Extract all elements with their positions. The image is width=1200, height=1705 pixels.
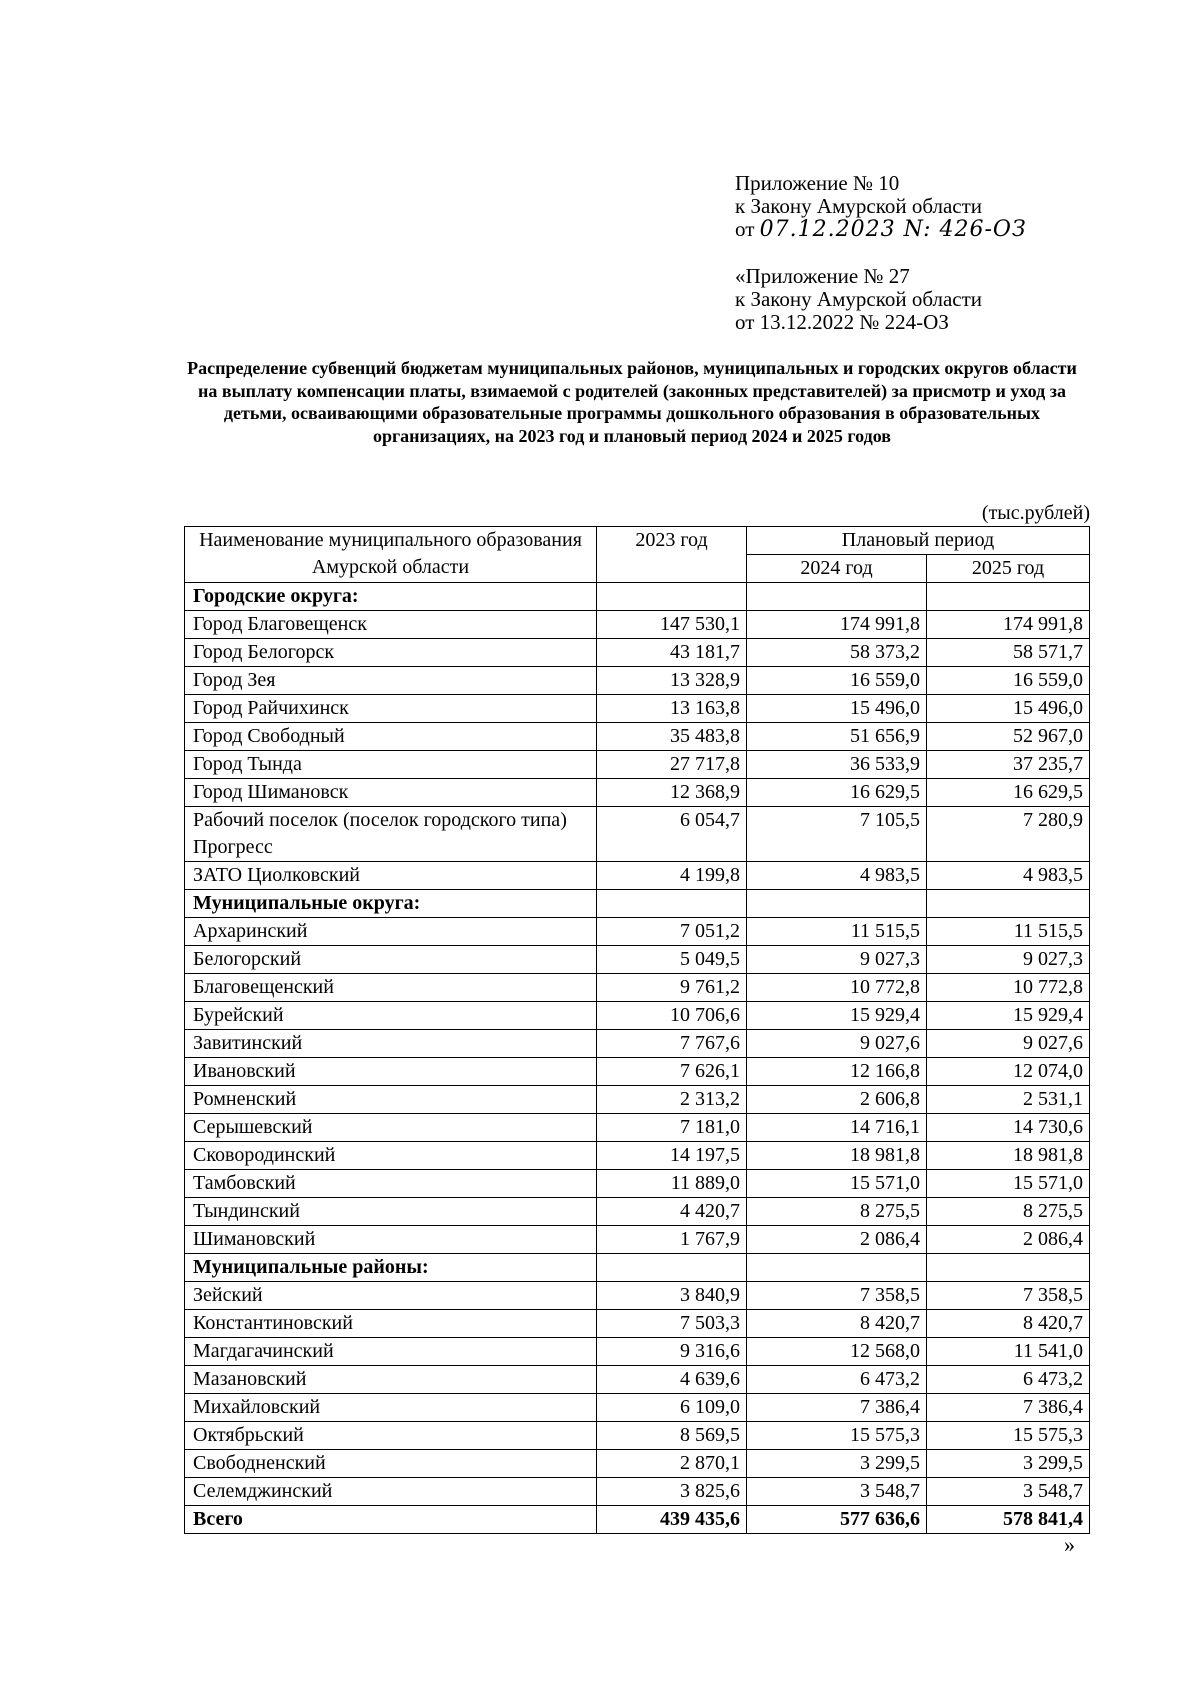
table-row	[185, 1030, 1090, 1058]
value-2024: 2 086,4	[747, 1226, 927, 1254]
value-2025: 37 235,7	[927, 751, 1090, 779]
table-row	[185, 1338, 1090, 1366]
value-2023: 27 717,8	[597, 751, 747, 779]
value-2025: 12 074,0	[927, 1058, 1090, 1086]
value-2023: 35 483,8	[597, 723, 747, 751]
value-2024: 7 105,5	[747, 807, 927, 862]
value-2025: 16 559,0	[927, 667, 1090, 695]
value-2025: 9 027,3	[927, 946, 1090, 974]
total-row	[185, 1506, 1090, 1534]
document-title: Распределение субвенций бюджетам муниципальных районов, муниципальных и городских округов области на выплату компенсации платы, взимаемой с родителей (законных представителей) за присмотр и уход за детьми, осваивающими образовательные программы дошкольного образования в образовательных организациях, на 2023 год и плановый период 2024 и 2025 годов	[187, 358, 1077, 446]
value-2024: 8 420,7	[747, 1310, 927, 1338]
table-row	[185, 1226, 1090, 1254]
value-2025: 15 571,0	[927, 1170, 1090, 1198]
municipality-name: Рабочий поселок (поселок городского типа) Прогресс	[185, 807, 597, 862]
value-2024: 7 358,5	[747, 1282, 927, 1310]
value-2024: 6 473,2	[747, 1366, 927, 1394]
value-2025: 4 983,5	[927, 862, 1090, 890]
quoted-appendix-header	[735, 265, 982, 334]
value-2025: 8 275,5	[927, 1198, 1090, 1226]
table-row	[185, 1450, 1090, 1478]
value-2024: 14 716,1	[747, 1114, 927, 1142]
value-2025: 9 027,6	[927, 1030, 1090, 1058]
table-row	[185, 1422, 1090, 1450]
section-row	[185, 890, 1090, 918]
value-2024: 15 496,0	[747, 695, 927, 723]
municipality-name: Селемджинский	[185, 1478, 597, 1506]
municipality-name: Город Белогорск	[185, 639, 597, 667]
table-row	[185, 1478, 1090, 1506]
value-2025: 6 473,2	[927, 1366, 1090, 1394]
value-2025: 10 772,8	[927, 974, 1090, 1002]
value-2023: 13 163,8	[597, 695, 747, 723]
municipality-name: ЗАТО Циолковский	[185, 862, 597, 890]
value-2024: 15 571,0	[747, 1170, 927, 1198]
municipality-name: Архаринский	[185, 918, 597, 946]
header-plan-period: Плановый период	[747, 527, 1090, 555]
value-2023: 3 825,6	[597, 1478, 747, 1506]
table-row	[185, 918, 1090, 946]
section-title: Муниципальные округа:	[185, 890, 597, 918]
value-2023: 2 313,2	[597, 1086, 747, 1114]
units-label: (тыс.рублей)	[981, 502, 1090, 524]
table-row	[185, 946, 1090, 974]
municipality-name: Ивановский	[185, 1058, 597, 1086]
value-2024: 12 166,8	[747, 1058, 927, 1086]
empty-cell	[747, 583, 927, 611]
value-2024: 11 515,5	[747, 918, 927, 946]
value-2023: 4 199,8	[597, 862, 747, 890]
value-2023: 7 767,6	[597, 1030, 747, 1058]
appendix-number: Приложение № 10	[735, 171, 900, 195]
value-2025: 16 629,5	[927, 779, 1090, 807]
municipality-name: Сковородинский	[185, 1142, 597, 1170]
municipality-name: Константиновский	[185, 1310, 597, 1338]
value-2023: 147 530,1	[597, 611, 747, 639]
municipality-name: Город Свободный	[185, 723, 597, 751]
value-2024: 2 606,8	[747, 1086, 927, 1114]
section-row	[185, 1254, 1090, 1282]
value-2023: 7 181,0	[597, 1114, 747, 1142]
value-2023: 13 328,9	[597, 667, 747, 695]
municipality-name: Бурейский	[185, 1002, 597, 1030]
empty-cell	[597, 583, 747, 611]
value-2023: 5 049,5	[597, 946, 747, 974]
handwritten-date-number: 07.12.2023 N: 426-ОЗ	[759, 217, 1027, 242]
municipality-name: Город Зея	[185, 667, 597, 695]
empty-cell	[927, 890, 1090, 918]
section-row	[185, 583, 1090, 611]
value-2024: 51 656,9	[747, 723, 927, 751]
value-2025: 2 086,4	[927, 1226, 1090, 1254]
value-2023: 7 051,2	[597, 918, 747, 946]
municipality-name: Город Благовещенск	[185, 611, 597, 639]
appendix-header	[735, 172, 1027, 241]
value-2025: 7 386,4	[927, 1394, 1090, 1422]
municipality-name: Благовещенский	[185, 974, 597, 1002]
value-2023: 9 316,6	[597, 1338, 747, 1366]
municipality-name: Михайловский	[185, 1394, 597, 1422]
value-2024: 4 983,5	[747, 862, 927, 890]
value-2023: 6 054,7	[597, 807, 747, 862]
municipality-name: Зейский	[185, 1282, 597, 1310]
value-2023: 6 109,0	[597, 1394, 747, 1422]
empty-cell	[747, 890, 927, 918]
closing-quote: »	[1064, 1532, 1075, 1557]
value-2023: 3 840,9	[597, 1282, 747, 1310]
table-row	[185, 1142, 1090, 1170]
value-2024: 16 559,0	[747, 667, 927, 695]
value-2023: 12 368,9	[597, 779, 747, 807]
empty-cell	[747, 1254, 927, 1282]
table-row	[185, 1170, 1090, 1198]
empty-cell	[597, 890, 747, 918]
value-2025: 18 981,8	[927, 1142, 1090, 1170]
subsidy-table	[184, 526, 1090, 1534]
value-2024: 36 533,9	[747, 751, 927, 779]
total-2025: 578 841,4	[927, 1506, 1090, 1534]
value-2024: 9 027,3	[747, 946, 927, 974]
value-2025: 11 515,5	[927, 918, 1090, 946]
municipality-name: Белогорский	[185, 946, 597, 974]
table-row	[185, 1086, 1090, 1114]
value-2024: 15 575,3	[747, 1422, 927, 1450]
total-2024: 577 636,6	[747, 1506, 927, 1534]
header-2023: 2023 год	[597, 527, 747, 583]
table-row	[185, 1002, 1090, 1030]
table-body	[185, 583, 1090, 1534]
value-2024: 3 299,5	[747, 1450, 927, 1478]
municipality-name: Мазановский	[185, 1366, 597, 1394]
value-2024: 8 275,5	[747, 1198, 927, 1226]
value-2025: 7 358,5	[927, 1282, 1090, 1310]
header-municipality: Наименование муниципального образования Амурской области	[185, 527, 597, 583]
section-title: Городские округа:	[185, 583, 597, 611]
value-2023: 2 870,1	[597, 1450, 747, 1478]
table-row	[185, 611, 1090, 639]
municipality-name: Серышевский	[185, 1114, 597, 1142]
value-2023: 14 197,5	[597, 1142, 747, 1170]
quoted-appendix-law: к Закону Амурской области	[735, 287, 983, 311]
quoted-appendix-date: от 13.12.2022 № 224-ОЗ	[735, 310, 949, 334]
empty-cell	[597, 1254, 747, 1282]
value-2023: 7 626,1	[597, 1058, 747, 1086]
appendix-date	[735, 218, 1027, 241]
table-row	[185, 667, 1090, 695]
municipality-name: Город Райчихинск	[185, 695, 597, 723]
value-2025: 15 929,4	[927, 1002, 1090, 1030]
value-2023: 4 639,6	[597, 1366, 747, 1394]
municipality-name: Тындинский	[185, 1198, 597, 1226]
municipality-name: Магдагачинский	[185, 1338, 597, 1366]
appendix-date-prefix: от	[735, 217, 755, 241]
municipality-name: Ромненский	[185, 1086, 597, 1114]
table-row	[185, 1114, 1090, 1142]
table-row	[185, 751, 1090, 779]
value-2024: 58 373,2	[747, 639, 927, 667]
empty-cell	[927, 583, 1090, 611]
value-2025: 3 299,5	[927, 1450, 1090, 1478]
municipality-name: Тамбовский	[185, 1170, 597, 1198]
value-2023: 10 706,6	[597, 1002, 747, 1030]
value-2023: 1 767,9	[597, 1226, 747, 1254]
table-row	[185, 974, 1090, 1002]
value-2023: 8 569,5	[597, 1422, 747, 1450]
value-2024: 16 629,5	[747, 779, 927, 807]
value-2025: 3 548,7	[927, 1478, 1090, 1506]
section-title: Муниципальные районы:	[185, 1254, 597, 1282]
appendix-law: к Закону Амурской области	[735, 194, 983, 218]
total-2023: 439 435,6	[597, 1506, 747, 1534]
value-2025: 52 967,0	[927, 723, 1090, 751]
value-2023: 7 503,3	[597, 1310, 747, 1338]
municipality-name: Город Тында	[185, 751, 597, 779]
empty-cell	[927, 1254, 1090, 1282]
municipality-name: Свободненский	[185, 1450, 597, 1478]
value-2023: 11 889,0	[597, 1170, 747, 1198]
value-2025: 2 531,1	[927, 1086, 1090, 1114]
value-2024: 12 568,0	[747, 1338, 927, 1366]
value-2024: 18 981,8	[747, 1142, 927, 1170]
municipality-name: Шимановский	[185, 1226, 597, 1254]
municipality-name: Город Шимановск	[185, 779, 597, 807]
quoted-appendix-number: «Приложение № 27	[735, 264, 910, 288]
value-2024: 10 772,8	[747, 974, 927, 1002]
value-2025: 14 730,6	[927, 1114, 1090, 1142]
value-2025: 174 991,8	[927, 611, 1090, 639]
header-2024: 2024 год	[747, 555, 927, 583]
total-label: Всего	[185, 1506, 597, 1534]
value-2025: 8 420,7	[927, 1310, 1090, 1338]
header-2025: 2025 год	[927, 555, 1090, 583]
value-2024: 174 991,8	[747, 611, 927, 639]
value-2025: 15 496,0	[927, 695, 1090, 723]
table-row	[185, 1394, 1090, 1422]
table-row	[185, 1058, 1090, 1086]
table-row	[185, 723, 1090, 751]
table-row	[185, 639, 1090, 667]
value-2023: 4 420,7	[597, 1198, 747, 1226]
municipality-name: Завитинский	[185, 1030, 597, 1058]
value-2025: 11 541,0	[927, 1338, 1090, 1366]
table-row	[185, 862, 1090, 890]
value-2024: 3 548,7	[747, 1478, 927, 1506]
value-2023: 43 181,7	[597, 639, 747, 667]
table-row	[185, 1282, 1090, 1310]
table-row	[185, 1310, 1090, 1338]
value-2025: 7 280,9	[927, 807, 1090, 862]
table-row	[185, 1198, 1090, 1226]
value-2025: 15 575,3	[927, 1422, 1090, 1450]
value-2024: 15 929,4	[747, 1002, 927, 1030]
table-row	[185, 1366, 1090, 1394]
table-row	[185, 695, 1090, 723]
value-2025: 58 571,7	[927, 639, 1090, 667]
value-2024: 9 027,6	[747, 1030, 927, 1058]
value-2023: 9 761,2	[597, 974, 747, 1002]
table-row	[185, 779, 1090, 807]
table-row	[185, 807, 1090, 862]
municipality-name: Октябрьский	[185, 1422, 597, 1450]
value-2024: 7 386,4	[747, 1394, 927, 1422]
